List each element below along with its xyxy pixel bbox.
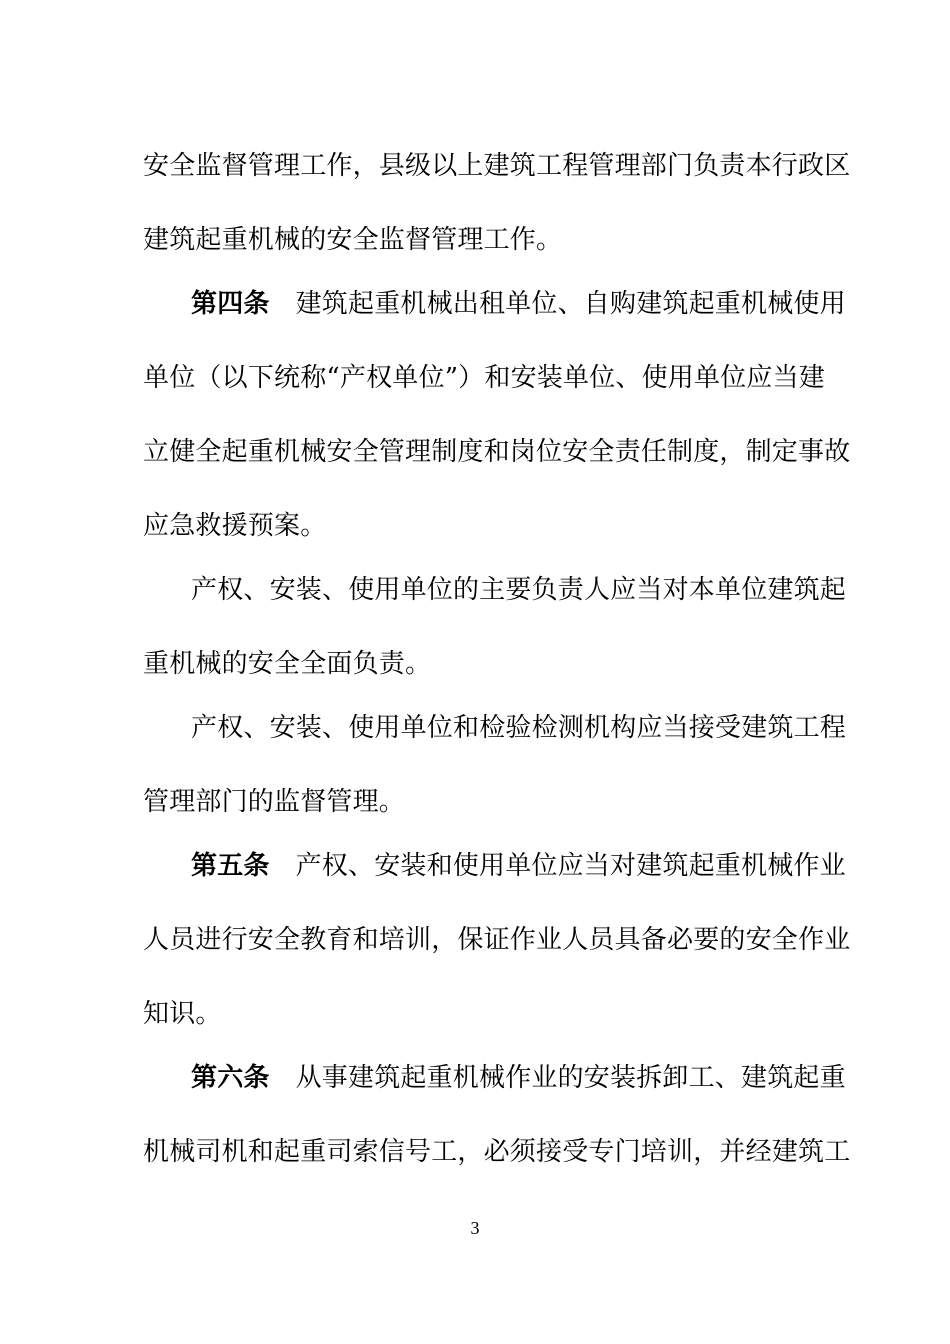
page-number: 3 bbox=[470, 1218, 480, 1238]
article-text: 建筑起重机械出租单位、自购建筑起重机械使用 bbox=[295, 289, 846, 319]
text-line: 应急救援预案。 bbox=[143, 511, 327, 541]
article-label: 第五条 bbox=[191, 851, 270, 881]
text-line: 产权、安装、使用单位和检验检测机构应当接受建筑工程 bbox=[191, 713, 847, 743]
article-label: 第四条 bbox=[191, 289, 270, 319]
article-text: 从事建筑起重机械作业的安装拆卸工、建筑起重 bbox=[295, 1063, 846, 1093]
article-5-line bbox=[143, 846, 846, 886]
text-line: 机械司机和起重司索信号工，必须接受专门培训，并经建筑工 bbox=[143, 1137, 851, 1167]
text-line: 重机械的安全全面负责。 bbox=[143, 649, 432, 679]
text-line: 人员进行安全教育和培训，保证作业人员具备必要的安全作业 bbox=[143, 925, 851, 955]
text-line: 管理部门的监督管理。 bbox=[143, 787, 406, 817]
text-line: 知识。 bbox=[143, 999, 222, 1029]
article-label: 第六条 bbox=[191, 1063, 270, 1093]
article-4-line bbox=[143, 284, 846, 324]
article-text: 产权、安装和使用单位应当对建筑起重机械作业 bbox=[295, 851, 846, 881]
text-line: 单位（以下统称“产权单位”）和安装单位、使用单位应当建 bbox=[143, 363, 825, 393]
article-6-line bbox=[143, 1058, 846, 1098]
text-line: 产权、安装、使用单位的主要负责人应当对本单位建筑起 bbox=[191, 575, 847, 605]
text-line: 建筑起重机械的安全监督管理工作。 bbox=[143, 225, 563, 255]
text-line: 立健全起重机械安全管理制度和岗位安全责任制度，制定事故 bbox=[143, 437, 851, 467]
text-line: 安全监督管理工作，县级以上建筑工程管理部门负责本行政区 bbox=[143, 151, 851, 181]
